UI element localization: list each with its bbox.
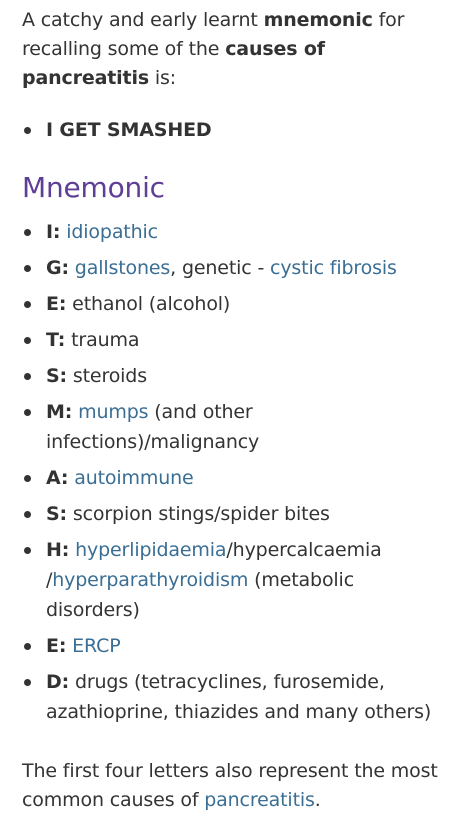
list-item: S: steroids bbox=[22, 361, 452, 391]
link-hyperlipidaemia[interactable]: hyperlipidaemia bbox=[75, 539, 227, 561]
list-item: A: autoimmune bbox=[22, 463, 452, 493]
intro-bold-causes: causes of pancreatitis bbox=[22, 38, 325, 89]
list-item: M: mumps (and other infections)/malignancy bbox=[22, 397, 452, 457]
list-item: T: trauma bbox=[22, 325, 452, 355]
summary-item: I GET SMASHED bbox=[22, 115, 452, 145]
link-autoimmune[interactable]: autoimmune bbox=[74, 467, 194, 489]
link-ercp[interactable]: ERCP bbox=[72, 635, 121, 657]
intro-bold-mnemonic: mnemonic bbox=[263, 9, 373, 31]
link-hyperparathyroidism[interactable]: hyperparathyroidism bbox=[52, 569, 249, 591]
link-mumps[interactable]: mumps bbox=[78, 401, 149, 423]
list-item: I: idiopathic bbox=[22, 217, 452, 247]
intro-paragraph: A catchy and early learnt mnemonic for recalling some of the causes of pancreatitis is: bbox=[22, 9, 405, 89]
link-gallstones[interactable]: gallstones bbox=[74, 257, 171, 279]
link-pancreatitis[interactable]: pancreatitis bbox=[204, 789, 315, 811]
link-cystic-fibrosis[interactable]: cystic fibrosis bbox=[270, 257, 397, 279]
list-item: S: scorpion stings/spider bites bbox=[22, 499, 452, 529]
link-idiopathic[interactable]: idiopathic bbox=[66, 221, 158, 243]
list-item: G: gallstones, genetic - cystic fibrosis bbox=[22, 253, 452, 283]
list-item: H: hyperlipidaemia/hypercalcaemia /hyperparathyroidism (metabolic disorders) bbox=[22, 535, 452, 625]
mnemonic-list bbox=[22, 217, 452, 727]
list-item: E: ERCP bbox=[22, 631, 452, 661]
section-heading: Mnemonic bbox=[22, 171, 165, 204]
outro-paragraph: The first four letters also represent the most common causes of pancreatitis. bbox=[22, 760, 438, 811]
summary-list bbox=[22, 115, 452, 145]
list-item: D: drugs (tetracyclines, furosemide, azathioprine, thiazides and many others) bbox=[22, 667, 452, 727]
list-item: E: ethanol (alcohol) bbox=[22, 289, 452, 319]
